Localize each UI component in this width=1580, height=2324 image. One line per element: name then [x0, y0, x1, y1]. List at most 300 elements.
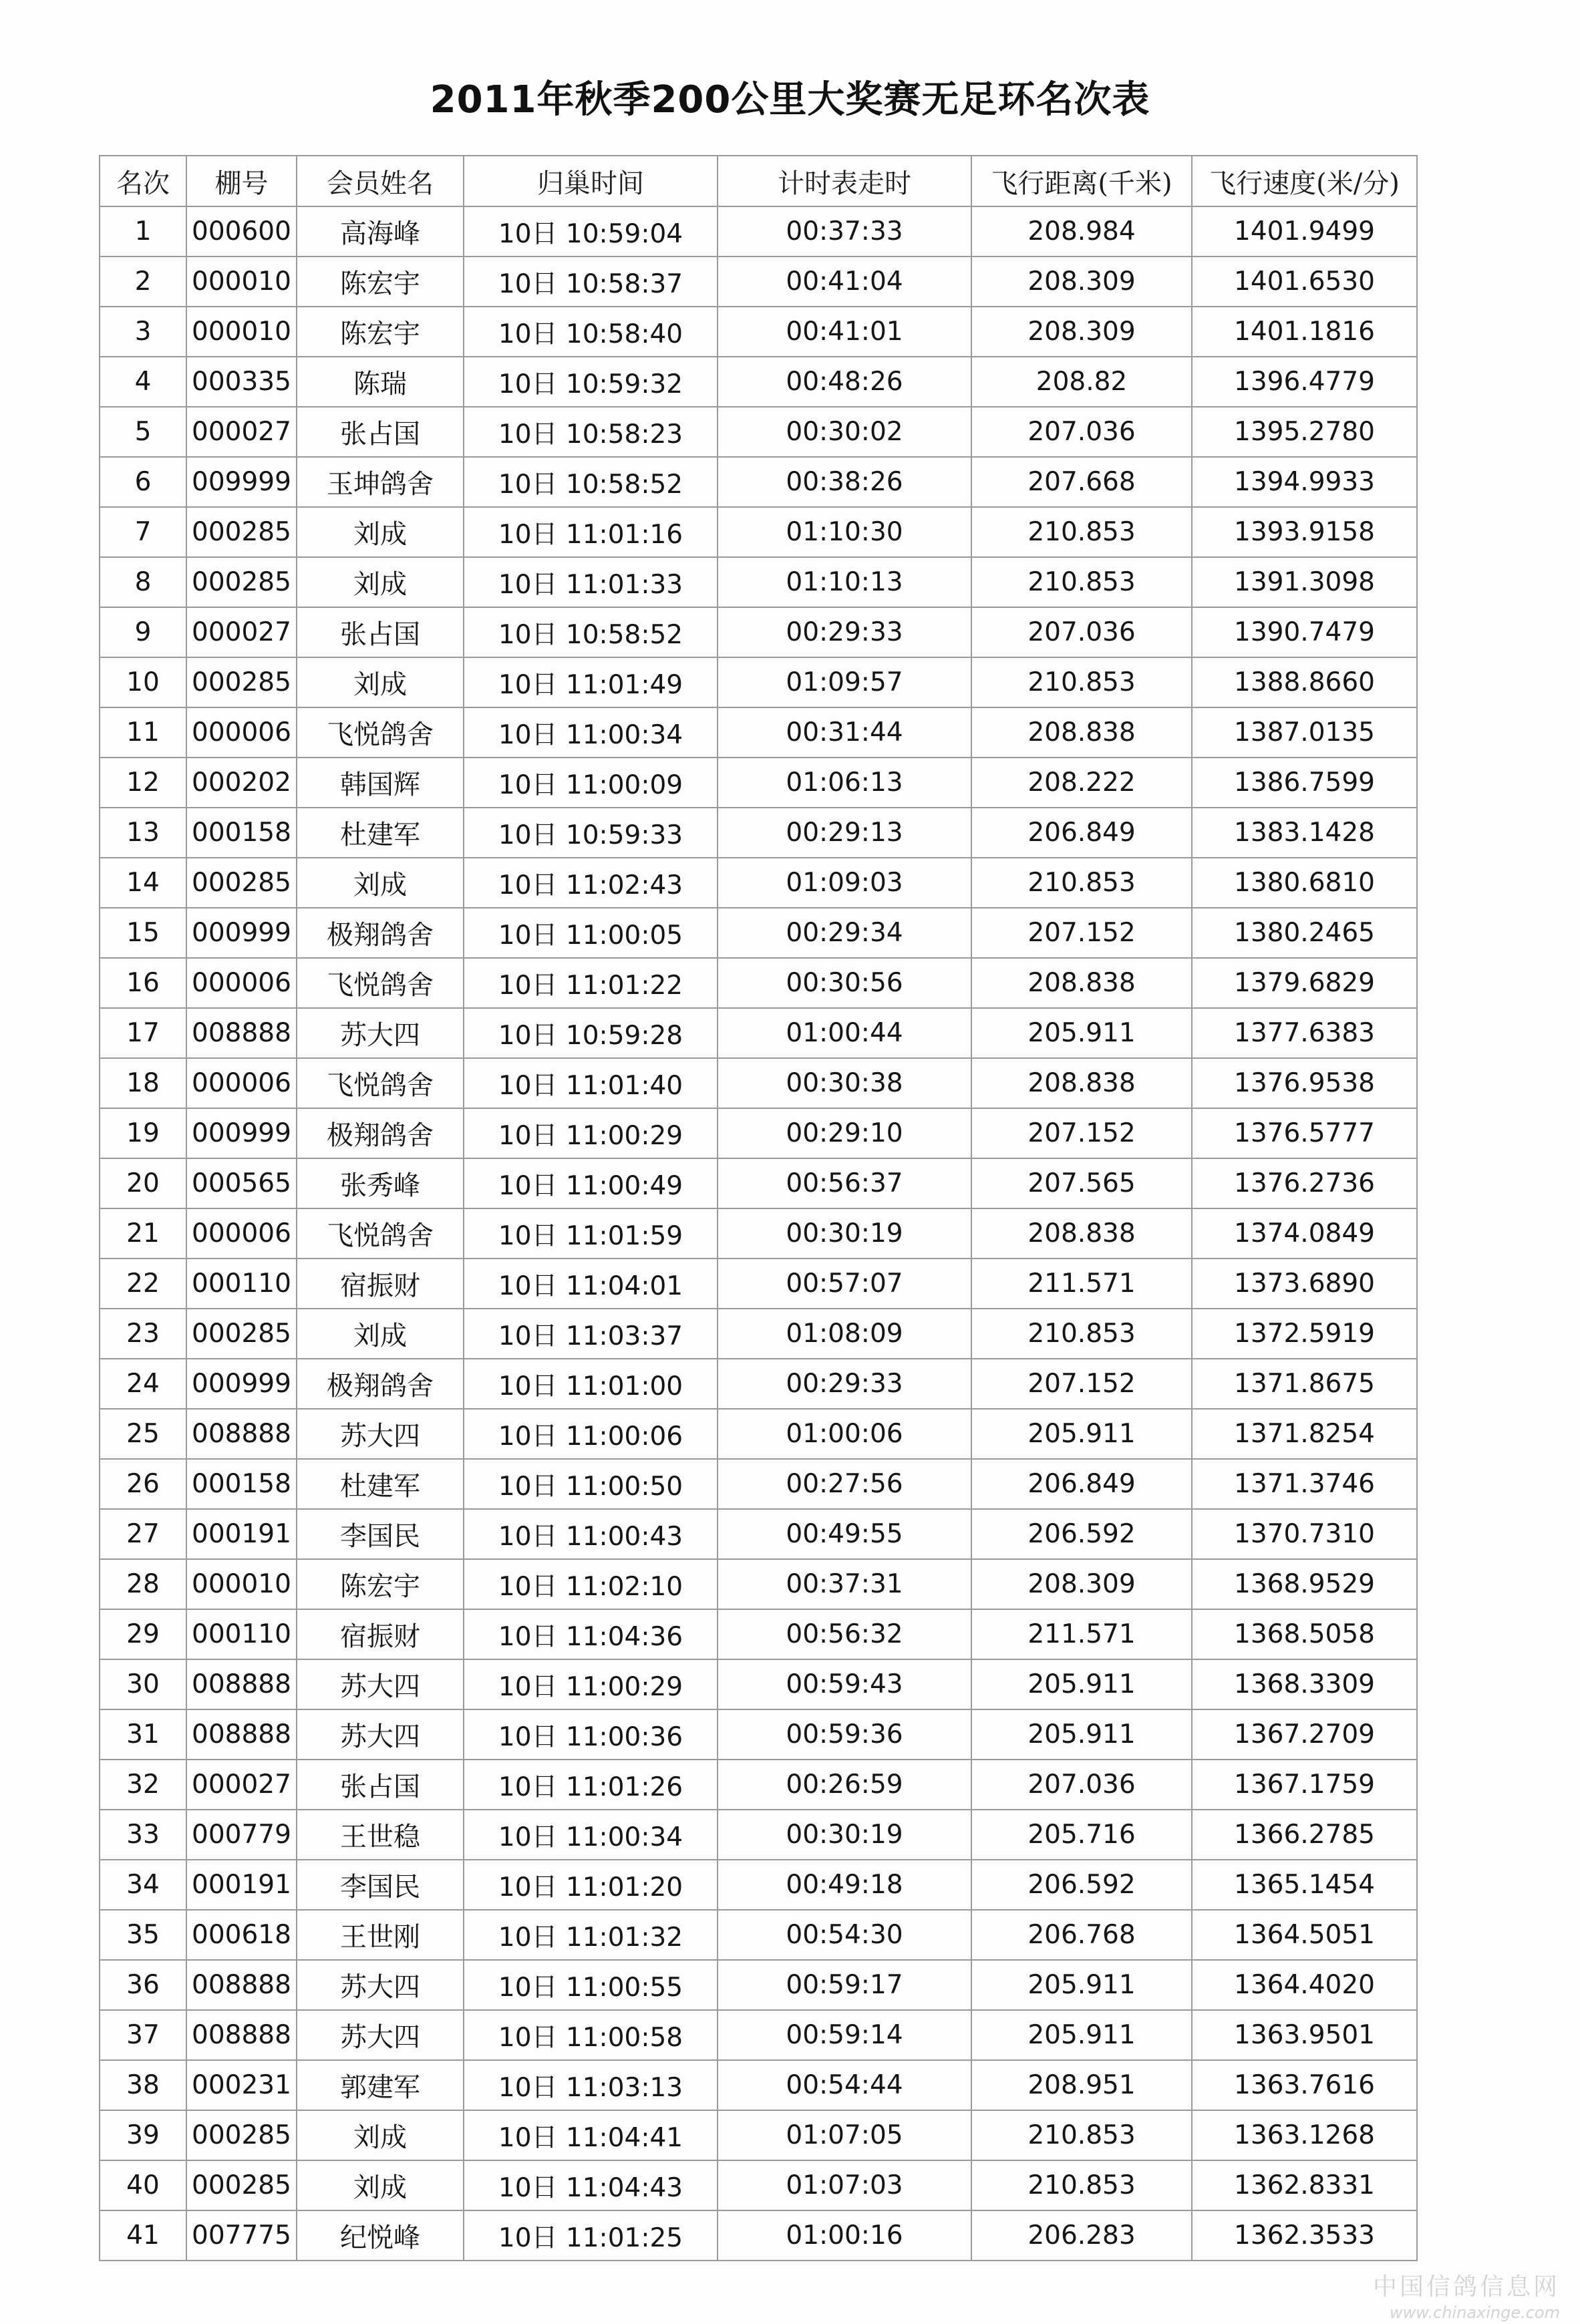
rank-cell: 39 [100, 2110, 186, 2160]
rank-cell: 41 [100, 2210, 186, 2261]
distance-cell: 205.911 [971, 1960, 1192, 2010]
table-row [100, 457, 1417, 507]
elapsed-time-cell: 00:56:37 [718, 1158, 971, 1208]
loft-id-cell: 000158 [186, 808, 297, 858]
table-row [100, 1058, 1417, 1108]
speed-cell: 1366.2785 [1192, 1810, 1417, 1860]
loft-id-cell: 000006 [186, 1208, 297, 1259]
rank-cell: 21 [100, 1208, 186, 1259]
member-name-cell: 高海峰 [297, 206, 464, 257]
return-time-cell: 10日 11:00:49 [464, 1158, 718, 1208]
loft-id-cell: 008888 [186, 1659, 297, 1709]
member-name-cell: 张占国 [297, 607, 464, 657]
return-time-cell: 10日 10:58:52 [464, 607, 718, 657]
return-time-cell: 10日 11:01:00 [464, 1359, 718, 1409]
return-time-cell: 10日 11:00:34 [464, 707, 718, 758]
distance-cell: 207.152 [971, 1359, 1192, 1409]
loft-id-cell: 000999 [186, 908, 297, 958]
table-row [100, 1309, 1417, 1359]
distance-cell: 210.853 [971, 657, 1192, 707]
table-row [100, 1359, 1417, 1409]
loft-id-cell: 000202 [186, 758, 297, 808]
member-name-cell: 杜建军 [297, 808, 464, 858]
speed-cell: 1383.1428 [1192, 808, 1417, 858]
loft-id-cell: 008888 [186, 1008, 297, 1058]
distance-cell: 206.768 [971, 1910, 1192, 1960]
return-time-cell: 10日 11:01:32 [464, 1910, 718, 1960]
table-row [100, 1509, 1417, 1559]
loft-id-cell: 000158 [186, 1459, 297, 1509]
return-time-cell: 10日 11:00:29 [464, 1659, 718, 1709]
table-row [100, 2160, 1417, 2210]
rank-cell: 4 [100, 357, 186, 407]
table-row [100, 707, 1417, 758]
rank-cell: 22 [100, 1259, 186, 1309]
elapsed-time-cell: 00:49:55 [718, 1509, 971, 1559]
return-time-cell: 10日 10:59:32 [464, 357, 718, 407]
rank-cell: 37 [100, 2010, 186, 2060]
rank-cell: 32 [100, 1760, 186, 1810]
speed-cell: 1362.3533 [1192, 2210, 1417, 2261]
return-time-cell: 10日 11:03:13 [464, 2060, 718, 2110]
return-time-cell: 10日 11:04:41 [464, 2110, 718, 2160]
loft-id-cell: 000565 [186, 1158, 297, 1208]
loft-id-cell: 000027 [186, 1760, 297, 1810]
elapsed-time-cell: 01:07:03 [718, 2160, 971, 2210]
distance-cell: 210.853 [971, 2160, 1192, 2210]
rank-cell: 38 [100, 2060, 186, 2110]
member-name-cell: 飞悦鸽舍 [297, 958, 464, 1008]
distance-cell: 205.911 [971, 1008, 1192, 1058]
distance-cell: 208.838 [971, 707, 1192, 758]
rank-cell: 31 [100, 1709, 186, 1760]
col-header-distance: 飞行距离(千米) [971, 156, 1192, 206]
table-row [100, 357, 1417, 407]
distance-cell: 205.911 [971, 1409, 1192, 1459]
watermark-site-name: 中国信鸽信息网 [1372, 2273, 1560, 2301]
loft-id-cell: 000191 [186, 1509, 297, 1559]
table-row [100, 1810, 1417, 1860]
rank-cell: 3 [100, 307, 186, 357]
distance-cell: 208.82 [971, 357, 1192, 407]
loft-id-cell: 000110 [186, 1609, 297, 1659]
distance-cell: 207.036 [971, 607, 1192, 657]
distance-cell: 206.849 [971, 808, 1192, 858]
member-name-cell: 苏大四 [297, 1709, 464, 1760]
loft-id-cell: 000006 [186, 958, 297, 1008]
rank-cell: 14 [100, 858, 186, 908]
loft-id-cell: 007775 [186, 2210, 297, 2261]
elapsed-time-cell: 00:29:10 [718, 1108, 971, 1158]
distance-cell: 208.309 [971, 307, 1192, 357]
member-name-cell: 王世稳 [297, 1810, 464, 1860]
speed-cell: 1391.3098 [1192, 557, 1417, 607]
elapsed-time-cell: 00:30:19 [718, 1810, 971, 1860]
elapsed-time-cell: 00:56:32 [718, 1609, 971, 1659]
return-time-cell: 10日 11:00:55 [464, 1960, 718, 2010]
table-row [100, 1208, 1417, 1259]
table-row [100, 1259, 1417, 1309]
rank-cell: 1 [100, 206, 186, 257]
distance-cell: 205.716 [971, 1810, 1192, 1860]
distance-cell: 208.838 [971, 1058, 1192, 1108]
elapsed-time-cell: 01:09:03 [718, 858, 971, 908]
table-row [100, 257, 1417, 307]
loft-id-cell: 008888 [186, 1709, 297, 1760]
member-name-cell: 宿振财 [297, 1259, 464, 1309]
distance-cell: 207.565 [971, 1158, 1192, 1208]
speed-cell: 1387.0135 [1192, 707, 1417, 758]
distance-cell: 210.853 [971, 858, 1192, 908]
member-name-cell: 极翔鸽舍 [297, 1359, 464, 1409]
loft-id-cell: 000600 [186, 206, 297, 257]
member-name-cell: 刘成 [297, 507, 464, 557]
distance-cell: 207.036 [971, 1760, 1192, 1810]
member-name-cell: 李国民 [297, 1509, 464, 1559]
member-name-cell: 刘成 [297, 1309, 464, 1359]
table-row [100, 407, 1417, 457]
elapsed-time-cell: 00:30:56 [718, 958, 971, 1008]
speed-cell: 1363.1268 [1192, 2110, 1417, 2160]
speed-cell: 1365.1454 [1192, 1860, 1417, 1910]
table-row [100, 1709, 1417, 1760]
speed-cell: 1394.9933 [1192, 457, 1417, 507]
member-name-cell: 张占国 [297, 1760, 464, 1810]
elapsed-time-cell: 00:59:14 [718, 2010, 971, 2060]
return-time-cell: 10日 10:58:52 [464, 457, 718, 507]
elapsed-time-cell: 00:49:18 [718, 1860, 971, 1910]
loft-id-cell: 000285 [186, 557, 297, 607]
rank-cell: 13 [100, 808, 186, 858]
watermark [1373, 2268, 1560, 2322]
table-row [100, 206, 1417, 257]
speed-cell: 1373.6890 [1192, 1259, 1417, 1309]
return-time-cell: 10日 11:03:37 [464, 1309, 718, 1359]
rank-cell: 23 [100, 1309, 186, 1359]
return-time-cell: 10日 11:00:34 [464, 1810, 718, 1860]
member-name-cell: 刘成 [297, 858, 464, 908]
member-name-cell: 李国民 [297, 1860, 464, 1910]
col-header-loft-id: 棚号 [186, 156, 297, 206]
rank-cell: 24 [100, 1359, 186, 1409]
loft-id-cell: 000191 [186, 1860, 297, 1910]
speed-cell: 1393.9158 [1192, 507, 1417, 557]
distance-cell: 208.222 [971, 758, 1192, 808]
table-row [100, 1910, 1417, 1960]
table-row [100, 1960, 1417, 2010]
distance-cell: 210.853 [971, 557, 1192, 607]
elapsed-time-cell: 00:41:04 [718, 257, 971, 307]
speed-cell: 1368.3309 [1192, 1659, 1417, 1709]
table-row [100, 758, 1417, 808]
elapsed-time-cell: 01:09:57 [718, 657, 971, 707]
elapsed-time-cell: 00:29:33 [718, 607, 971, 657]
rank-cell: 5 [100, 407, 186, 457]
loft-id-cell: 000285 [186, 2110, 297, 2160]
speed-cell: 1401.6530 [1192, 257, 1417, 307]
distance-cell: 205.911 [971, 2010, 1192, 2060]
table-row [100, 1409, 1417, 1459]
return-time-cell: 10日 10:58:23 [464, 407, 718, 457]
speed-cell: 1374.0849 [1192, 1208, 1417, 1259]
return-time-cell: 10日 11:04:36 [464, 1609, 718, 1659]
member-name-cell: 陈宏宇 [297, 1559, 464, 1609]
elapsed-time-cell: 00:41:01 [718, 307, 971, 357]
return-time-cell: 10日 10:59:28 [464, 1008, 718, 1058]
return-time-cell: 10日 11:01:26 [464, 1760, 718, 1810]
elapsed-time-cell: 00:59:36 [718, 1709, 971, 1760]
elapsed-time-cell: 00:59:43 [718, 1659, 971, 1709]
member-name-cell: 宿振财 [297, 1609, 464, 1659]
return-time-cell: 10日 11:00:43 [464, 1509, 718, 1559]
elapsed-time-cell: 00:59:17 [718, 1960, 971, 2010]
speed-cell: 1364.5051 [1192, 1910, 1417, 1960]
elapsed-time-cell: 00:57:07 [718, 1259, 971, 1309]
elapsed-time-cell: 01:10:30 [718, 507, 971, 557]
member-name-cell: 张占国 [297, 407, 464, 457]
speed-cell: 1362.8331 [1192, 2160, 1417, 2210]
return-time-cell: 10日 11:01:16 [464, 507, 718, 557]
return-time-cell: 10日 11:00:09 [464, 758, 718, 808]
elapsed-time-cell: 00:29:34 [718, 908, 971, 958]
member-name-cell: 韩国辉 [297, 758, 464, 808]
speed-cell: 1364.4020 [1192, 1960, 1417, 2010]
loft-id-cell: 000285 [186, 2160, 297, 2210]
distance-cell: 206.592 [971, 1509, 1192, 1559]
loft-id-cell: 000010 [186, 307, 297, 357]
elapsed-time-cell: 00:38:26 [718, 457, 971, 507]
speed-cell: 1390.7479 [1192, 607, 1417, 657]
return-time-cell: 10日 11:01:33 [464, 557, 718, 607]
distance-cell: 210.853 [971, 1309, 1192, 1359]
speed-cell: 1380.6810 [1192, 858, 1417, 908]
loft-id-cell: 000010 [186, 1559, 297, 1609]
speed-cell: 1363.9501 [1192, 2010, 1417, 2060]
rank-cell: 8 [100, 557, 186, 607]
distance-cell: 208.309 [971, 1559, 1192, 1609]
table-row [100, 958, 1417, 1008]
distance-cell: 207.668 [971, 457, 1192, 507]
return-time-cell: 10日 10:59:33 [464, 808, 718, 858]
rank-cell: 19 [100, 1108, 186, 1158]
speed-cell: 1395.2780 [1192, 407, 1417, 457]
table-row [100, 808, 1417, 858]
col-header-return-time: 归巢时间 [464, 156, 718, 206]
return-time-cell: 10日 11:00:29 [464, 1108, 718, 1158]
elapsed-time-cell: 01:10:13 [718, 557, 971, 607]
table-row [100, 1459, 1417, 1509]
return-time-cell: 10日 11:00:50 [464, 1459, 718, 1509]
table-row [100, 1158, 1417, 1208]
speed-cell: 1376.5777 [1192, 1108, 1417, 1158]
speed-cell: 1377.6383 [1192, 1008, 1417, 1058]
table-body [100, 206, 1417, 2261]
speed-cell: 1368.5058 [1192, 1609, 1417, 1659]
distance-cell: 208.984 [971, 206, 1192, 257]
col-header-rank: 名次 [100, 156, 186, 206]
table-row [100, 1008, 1417, 1058]
member-name-cell: 纪悦峰 [297, 2210, 464, 2261]
elapsed-time-cell: 00:27:56 [718, 1459, 971, 1509]
rank-cell: 7 [100, 507, 186, 557]
member-name-cell: 陈瑞 [297, 357, 464, 407]
distance-cell: 211.571 [971, 1609, 1192, 1659]
rank-cell: 29 [100, 1609, 186, 1659]
rank-cell: 17 [100, 1008, 186, 1058]
speed-cell: 1371.8675 [1192, 1359, 1417, 1409]
member-name-cell: 苏大四 [297, 1409, 464, 1459]
return-time-cell: 10日 11:00:06 [464, 1409, 718, 1459]
return-time-cell: 10日 10:58:37 [464, 257, 718, 307]
member-name-cell: 飞悦鸽舍 [297, 1208, 464, 1259]
speed-cell: 1401.9499 [1192, 206, 1417, 257]
return-time-cell: 10日 11:01:40 [464, 1058, 718, 1108]
table-row [100, 557, 1417, 607]
distance-cell: 208.951 [971, 2060, 1192, 2110]
loft-id-cell: 000335 [186, 357, 297, 407]
rank-cell: 16 [100, 958, 186, 1008]
return-time-cell: 10日 10:58:40 [464, 307, 718, 357]
return-time-cell: 10日 11:04:43 [464, 2160, 718, 2210]
table-row [100, 657, 1417, 707]
rank-cell: 2 [100, 257, 186, 307]
return-time-cell: 10日 11:02:43 [464, 858, 718, 908]
elapsed-time-cell: 01:00:06 [718, 1409, 971, 1459]
loft-id-cell: 000285 [186, 1309, 297, 1359]
speed-cell: 1376.2736 [1192, 1158, 1417, 1208]
loft-id-cell: 000006 [186, 1058, 297, 1108]
distance-cell: 205.911 [971, 1709, 1192, 1760]
speed-cell: 1367.1759 [1192, 1760, 1417, 1810]
col-header-member-name: 会员姓名 [297, 156, 464, 206]
page-title: 2011年秋季200公里大奖赛无足环名次表 [430, 78, 1150, 122]
speed-cell: 1370.7310 [1192, 1509, 1417, 1559]
table-row [100, 2210, 1417, 2261]
loft-id-cell: 009999 [186, 457, 297, 507]
rank-cell: 34 [100, 1860, 186, 1910]
table-row [100, 858, 1417, 908]
speed-cell: 1371.3746 [1192, 1459, 1417, 1509]
elapsed-time-cell: 01:00:16 [718, 2210, 971, 2261]
member-name-cell: 苏大四 [297, 1659, 464, 1709]
loft-id-cell: 000231 [186, 2060, 297, 2110]
loft-id-cell: 000285 [186, 858, 297, 908]
elapsed-time-cell: 00:30:02 [718, 407, 971, 457]
return-time-cell: 10日 11:01:59 [464, 1208, 718, 1259]
table-row [100, 307, 1417, 357]
table-row [100, 2060, 1417, 2110]
member-name-cell: 刘成 [297, 2160, 464, 2210]
distance-cell: 205.911 [971, 1659, 1192, 1709]
speed-cell: 1371.8254 [1192, 1409, 1417, 1459]
rank-cell: 28 [100, 1559, 186, 1609]
distance-cell: 207.036 [971, 407, 1192, 457]
member-name-cell: 苏大四 [297, 2010, 464, 2060]
speed-cell: 1388.8660 [1192, 657, 1417, 707]
table-row [100, 2110, 1417, 2160]
watermark-url: www.chinaxinge.com [1390, 2303, 1560, 2322]
rank-cell: 10 [100, 657, 186, 707]
loft-id-cell: 008888 [186, 2010, 297, 2060]
member-name-cell: 极翔鸽舍 [297, 908, 464, 958]
loft-id-cell: 000999 [186, 1359, 297, 1409]
distance-cell: 208.309 [971, 257, 1192, 307]
ranking-table [99, 155, 1418, 2261]
loft-id-cell: 000110 [186, 1259, 297, 1309]
elapsed-time-cell: 00:37:31 [718, 1559, 971, 1609]
table-row [100, 908, 1417, 958]
loft-id-cell: 000779 [186, 1810, 297, 1860]
distance-cell: 206.592 [971, 1860, 1192, 1910]
member-name-cell: 王世刚 [297, 1910, 464, 1960]
rank-cell: 12 [100, 758, 186, 808]
loft-id-cell: 000010 [186, 257, 297, 307]
member-name-cell: 刘成 [297, 657, 464, 707]
elapsed-time-cell: 00:29:33 [718, 1359, 971, 1409]
rank-cell: 40 [100, 2160, 186, 2210]
speed-cell: 1379.6829 [1192, 958, 1417, 1008]
elapsed-time-cell: 01:07:05 [718, 2110, 971, 2160]
loft-id-cell: 000027 [186, 407, 297, 457]
table-row [100, 1609, 1417, 1659]
loft-id-cell: 000006 [186, 707, 297, 758]
rank-cell: 9 [100, 607, 186, 657]
member-name-cell: 极翔鸽舍 [297, 1108, 464, 1158]
return-time-cell: 10日 11:00:58 [464, 2010, 718, 2060]
distance-cell: 211.571 [971, 1259, 1192, 1309]
member-name-cell: 杜建军 [297, 1459, 464, 1509]
speed-cell: 1363.7616 [1192, 2060, 1417, 2110]
distance-cell: 206.849 [971, 1459, 1192, 1509]
distance-cell: 207.152 [971, 908, 1192, 958]
table-row [100, 1860, 1417, 1910]
table-row [100, 507, 1417, 557]
rank-cell: 6 [100, 457, 186, 507]
rank-cell: 33 [100, 1810, 186, 1860]
table-row [100, 1559, 1417, 1609]
elapsed-time-cell: 01:06:13 [718, 758, 971, 808]
header-row [100, 156, 1417, 206]
return-time-cell: 10日 11:01:49 [464, 657, 718, 707]
loft-id-cell: 000027 [186, 607, 297, 657]
speed-cell: 1368.9529 [1192, 1559, 1417, 1609]
member-name-cell: 郭建军 [297, 2060, 464, 2110]
elapsed-time-cell: 01:00:44 [718, 1008, 971, 1058]
rank-cell: 27 [100, 1509, 186, 1559]
elapsed-time-cell: 00:31:44 [718, 707, 971, 758]
member-name-cell: 苏大四 [297, 1960, 464, 2010]
return-time-cell: 10日 11:00:05 [464, 908, 718, 958]
elapsed-time-cell: 00:37:33 [718, 206, 971, 257]
rank-cell: 35 [100, 1910, 186, 1960]
speed-cell: 1386.7599 [1192, 758, 1417, 808]
speed-cell: 1396.4779 [1192, 357, 1417, 407]
return-time-cell: 10日 10:59:04 [464, 206, 718, 257]
return-time-cell: 10日 11:04:01 [464, 1259, 718, 1309]
speed-cell: 1372.5919 [1192, 1309, 1417, 1359]
member-name-cell: 飞悦鸽舍 [297, 1058, 464, 1108]
table-row [100, 1108, 1417, 1158]
member-name-cell: 张秀峰 [297, 1158, 464, 1208]
distance-cell: 208.838 [971, 958, 1192, 1008]
member-name-cell: 陈宏宇 [297, 307, 464, 357]
distance-cell: 210.853 [971, 507, 1192, 557]
speed-cell: 1376.9538 [1192, 1058, 1417, 1108]
return-time-cell: 10日 11:01:20 [464, 1860, 718, 1910]
distance-cell: 210.853 [971, 2110, 1192, 2160]
loft-id-cell: 000999 [186, 1108, 297, 1158]
table-row [100, 607, 1417, 657]
